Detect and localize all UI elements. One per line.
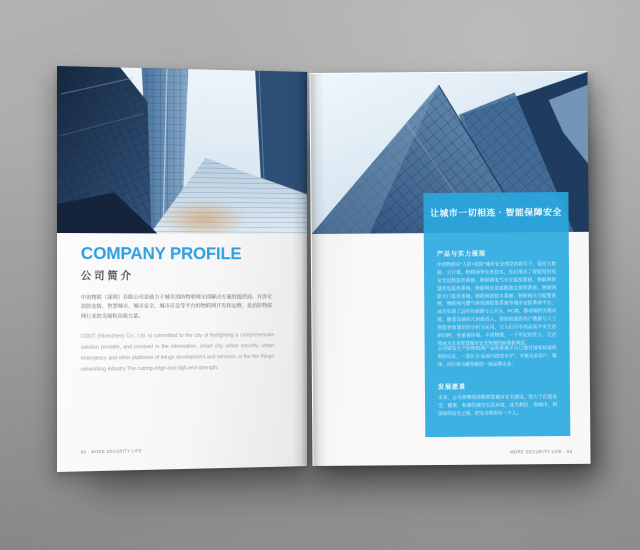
section-products-paragraph-2: 公司研发生产的物联网产品和系统平台已通过国家权威机构的认证，一贯认为“品质内控高水平”，并被众多客户、媒体、同行视为殿堂级的一流品牌企业。 bbox=[437, 345, 557, 367]
company-profile-subtitle-zh: 公司简介 bbox=[80, 269, 134, 282]
section-products-paragraph-1: 中消物联在“人防+技防”城市安全理念的指引下，依托大数据、云计算、物联网等先进技术，先后推出了智能型用电安全远程监控系统、物联网电气火灾监控系统、物联网智慧用电监控系统、物联网应急疏散逃生照明系统、物联网防火门监控系统、物联网消防水系统、物联网火灾报警系统、物联网可燃气体探测报警系统等城市安防系统平台，成功实现了远传传感器与云平台、PC端、移动端的无缝对接，随着设备的几何级投入，借助海量的用户数据与人工智能更加深层的分析与运用，让人们尽享高品质平安生活的同时，更重视环境。中消物联，一个世纪的匠心，它必将成为未来智慧城市安全管理的标准和典范。 bbox=[436, 261, 557, 346]
left-page bbox=[57, 66, 307, 472]
skyline-photo-left-icon bbox=[57, 66, 307, 234]
section-vision-paragraph: 未来，公司将继续深耕智慧城市安全建设，致力于打造安全、健康、和谐的城市生活环境，成为利民、利城市、利国家的安全之源，把安全带给每一个人。 bbox=[437, 394, 558, 416]
company-profile-title: COMPANY PROFILE bbox=[80, 243, 242, 264]
intro-paragraph-en: CDOT (Shenzhen) Co., Ltd. is committed to the city of firefighting a comprehensive solution provider, and involved in the information, smart city, urban security, urban emergency and other platforms of things development and services, is the fire things networking industry The cutting-edge and high-end strength. bbox=[80, 332, 275, 374]
intro-paragraph-zh: 中消物联（深圳）有限公司是致力于城市消防物联网全面解决方案的提供商，并涉足消防安防、智慧城市、城市安全、城市应急等平台的物联网开发和运维，是消防物联网行业的尖端和高端力量。 bbox=[80, 294, 273, 320]
right-page-footer: MORE SECURITY LIFE · 04 bbox=[509, 448, 573, 455]
spine-shadow-left bbox=[292, 72, 307, 467]
brochure-spread bbox=[57, 66, 588, 472]
section-title-products: 产品与实力展现 bbox=[436, 250, 486, 259]
panel-banner-title: 让城市一切相连 · 智能保障安全 bbox=[430, 207, 562, 219]
section-title-vision: 发展愿景 bbox=[437, 383, 466, 392]
left-page-footer: 03 · MORE SECURITY LIFE bbox=[80, 448, 143, 455]
info-panel bbox=[423, 192, 570, 437]
right-page bbox=[309, 71, 590, 466]
